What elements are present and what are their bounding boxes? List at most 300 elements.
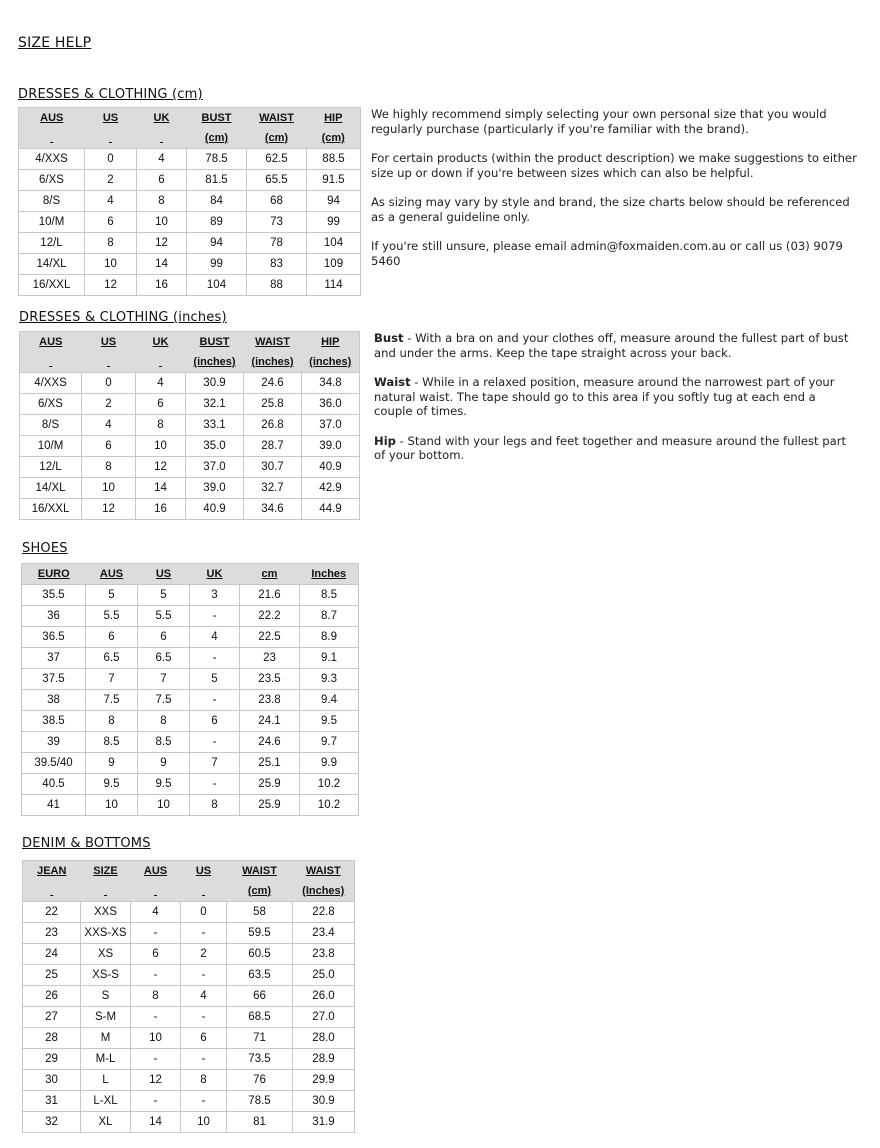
table-cell: 2 bbox=[85, 170, 137, 191]
table-row bbox=[19, 254, 361, 275]
table-cell: - bbox=[190, 774, 240, 795]
table-cell: 10.2 bbox=[300, 795, 359, 816]
table-cell: - bbox=[181, 1091, 227, 1112]
table-cell: - bbox=[190, 690, 240, 711]
table-cell: 8 bbox=[136, 415, 186, 436]
waist-text: - While in a relaxed position, measure around the narrowest part of your natural waist. The tape should go to this area if you softly tug at each end a couple of times. bbox=[374, 375, 835, 418]
table-cell: XXS-XS bbox=[81, 923, 131, 944]
column-header: Inches bbox=[300, 564, 359, 585]
table-cell: 36.0 bbox=[302, 394, 360, 415]
table-cell: 12 bbox=[136, 457, 186, 478]
column-header bbox=[227, 861, 293, 902]
table-cell: XS-S bbox=[81, 965, 131, 986]
denim-table bbox=[22, 860, 355, 1133]
table-cell: S-M bbox=[81, 1007, 131, 1028]
table-row bbox=[23, 1070, 355, 1091]
table-cell: 0 bbox=[181, 902, 227, 923]
waist-term: Waist bbox=[374, 375, 411, 389]
table-cell: - bbox=[190, 732, 240, 753]
table-cell: 8/S bbox=[20, 415, 82, 436]
table-row bbox=[22, 585, 359, 606]
table-cell: 91.5 bbox=[307, 170, 361, 191]
table-cell: - bbox=[190, 606, 240, 627]
header-row bbox=[22, 564, 359, 585]
table-cell: 6 bbox=[138, 627, 190, 648]
table-cell: 39.0 bbox=[186, 478, 244, 499]
table-cell: 24.6 bbox=[240, 732, 300, 753]
column-header-unit: (cm) bbox=[247, 885, 272, 897]
table-cell: 6 bbox=[85, 212, 137, 233]
table-cell: 4 bbox=[190, 627, 240, 648]
table-cell: 37.0 bbox=[186, 457, 244, 478]
table-cell: 7 bbox=[138, 669, 190, 690]
column-header bbox=[81, 861, 131, 902]
table-cell: 9.3 bbox=[300, 669, 359, 690]
table-cell: 30.9 bbox=[293, 1091, 355, 1112]
table-cell: 73 bbox=[247, 212, 307, 233]
column-header bbox=[82, 332, 136, 373]
table-cell: 58 bbox=[227, 902, 293, 923]
table-cell: 10 bbox=[86, 795, 138, 816]
table-cell: 34.6 bbox=[244, 499, 302, 520]
table-cell: 38 bbox=[22, 690, 86, 711]
guidance-paragraph: We highly recommend simply selecting your own personal size that you would regularly purchase (particularly if you're familiar with the brand). bbox=[371, 107, 827, 136]
column-header bbox=[302, 332, 360, 373]
table-cell: 94 bbox=[187, 233, 247, 254]
table-cell: 4 bbox=[82, 415, 136, 436]
table-row bbox=[23, 1091, 355, 1112]
table-row bbox=[23, 902, 355, 923]
column-header-label: WAIST bbox=[305, 865, 341, 877]
table-cell: 8 bbox=[86, 711, 138, 732]
table-cell: 7 bbox=[190, 753, 240, 774]
header-row bbox=[20, 332, 360, 373]
table-cell: 38.5 bbox=[22, 711, 86, 732]
table-cell: 4/XXS bbox=[20, 373, 82, 394]
table-cell: 2 bbox=[181, 944, 227, 965]
table-cell: 25.1 bbox=[240, 753, 300, 774]
table-cell: 9.1 bbox=[300, 648, 359, 669]
column-header bbox=[131, 861, 181, 902]
guidance-paragraph: If you're still unsure, please email admin@foxmaiden.com.au or call us (03) 9079 5460 bbox=[371, 239, 843, 268]
table-cell: 81 bbox=[227, 1112, 293, 1133]
column-header-label: AUS bbox=[39, 336, 63, 348]
table-cell: 94 bbox=[307, 191, 361, 212]
clothing-inches-title: DRESSES & CLOTHING (inches) bbox=[19, 310, 227, 325]
table-cell: 22 bbox=[23, 902, 81, 923]
table-cell: 25.9 bbox=[240, 795, 300, 816]
guidance-paragraph: As sizing may vary by style and brand, the size charts below should be referenced as a general guideline only. bbox=[371, 195, 850, 224]
table-row bbox=[20, 415, 360, 436]
table-cell: 37.5 bbox=[22, 669, 86, 690]
table-row bbox=[22, 795, 359, 816]
table-row bbox=[19, 191, 361, 212]
table-cell: 28.9 bbox=[293, 1049, 355, 1070]
table-cell: 25.9 bbox=[240, 774, 300, 795]
table-cell: 25.0 bbox=[293, 965, 355, 986]
table-cell: 37 bbox=[22, 648, 86, 669]
table-cell: - bbox=[131, 965, 181, 986]
table-cell: 30 bbox=[23, 1070, 81, 1091]
table-cell: 21.6 bbox=[240, 585, 300, 606]
table-row bbox=[23, 1112, 355, 1133]
column-header-unit: (cm) bbox=[321, 132, 345, 144]
table-row bbox=[22, 732, 359, 753]
column-header-unit: (Inches) bbox=[302, 885, 345, 897]
table-cell: 28.0 bbox=[293, 1028, 355, 1049]
table-row bbox=[19, 170, 361, 191]
table-cell: 16 bbox=[137, 275, 187, 296]
table-cell: 10 bbox=[181, 1112, 227, 1133]
table-cell: 12 bbox=[82, 499, 136, 520]
table-cell: 36 bbox=[22, 606, 86, 627]
table-row bbox=[20, 457, 360, 478]
column-header-unit: (inches) bbox=[251, 356, 294, 368]
table-cell: 9.4 bbox=[300, 690, 359, 711]
table-cell: - bbox=[181, 1049, 227, 1070]
table-cell: 6 bbox=[131, 944, 181, 965]
table-cell: 27 bbox=[23, 1007, 81, 1028]
table-row bbox=[20, 478, 360, 499]
table-cell: 12/L bbox=[19, 233, 85, 254]
table-cell: 35.5 bbox=[22, 585, 86, 606]
hip-guide bbox=[374, 434, 854, 463]
table-cell: 8 bbox=[181, 1070, 227, 1091]
table-cell: 28.7 bbox=[244, 436, 302, 457]
shoes-table bbox=[21, 563, 359, 816]
table-cell: 32 bbox=[23, 1112, 81, 1133]
table-cell: - bbox=[181, 965, 227, 986]
column-header bbox=[244, 332, 302, 373]
waist-guide bbox=[374, 375, 854, 419]
table-cell: 10 bbox=[138, 795, 190, 816]
table-cell: 4 bbox=[137, 149, 187, 170]
table-cell: 10 bbox=[85, 254, 137, 275]
column-header-label: SIZE bbox=[93, 865, 118, 877]
table-cell: 23.4 bbox=[293, 923, 355, 944]
table-cell: 104 bbox=[187, 275, 247, 296]
table-row bbox=[19, 233, 361, 254]
table-row bbox=[19, 212, 361, 233]
table-cell: 16/XXL bbox=[20, 499, 82, 520]
table-cell: 78.5 bbox=[187, 149, 247, 170]
guidance-paragraph: For certain products (within the product description) we make suggestions to either size up or down if you're between sizes which can also be helpful. bbox=[371, 151, 857, 180]
column-header bbox=[181, 861, 227, 902]
table-cell: 40.9 bbox=[186, 499, 244, 520]
table-cell: 35.0 bbox=[186, 436, 244, 457]
table-cell: 78.5 bbox=[227, 1091, 293, 1112]
table-cell: 34.8 bbox=[302, 373, 360, 394]
table-cell: 8 bbox=[82, 457, 136, 478]
table-cell: 31 bbox=[23, 1091, 81, 1112]
table-cell: 10 bbox=[82, 478, 136, 499]
table-cell: 22.2 bbox=[240, 606, 300, 627]
column-header-label: UK bbox=[152, 336, 169, 348]
column-header bbox=[136, 332, 186, 373]
table-cell: 88.5 bbox=[307, 149, 361, 170]
table-cell: 30.7 bbox=[244, 457, 302, 478]
table-cell: - bbox=[131, 1007, 181, 1028]
clothing-cm-title: DRESSES & CLOTHING (cm) bbox=[18, 87, 203, 102]
table-cell: 7.5 bbox=[86, 690, 138, 711]
denim-title: DENIM & BOTTOMS bbox=[22, 836, 151, 851]
table-cell: 30.9 bbox=[186, 373, 244, 394]
table-cell: 32.7 bbox=[244, 478, 302, 499]
clothing-cm-table bbox=[18, 107, 361, 296]
table-cell: 4 bbox=[136, 373, 186, 394]
column-header-unit bbox=[82, 352, 136, 372]
table-cell: 10.2 bbox=[300, 774, 359, 795]
column-header-unit: (cm) bbox=[204, 132, 229, 144]
table-cell: 5 bbox=[190, 669, 240, 690]
table-cell: 71 bbox=[227, 1028, 293, 1049]
table-cell: 39.0 bbox=[302, 436, 360, 457]
table-row bbox=[23, 1028, 355, 1049]
column-header bbox=[137, 108, 187, 149]
table-cell: 6 bbox=[181, 1028, 227, 1049]
column-header-label: WAIST bbox=[255, 336, 290, 348]
table-cell: 8.7 bbox=[300, 606, 359, 627]
table-cell: 29 bbox=[23, 1049, 81, 1070]
table-cell: 14 bbox=[136, 478, 186, 499]
table-cell: 14 bbox=[137, 254, 187, 275]
bust-term: Bust bbox=[374, 331, 404, 345]
table-cell: 84 bbox=[187, 191, 247, 212]
column-header-unit bbox=[181, 881, 227, 901]
table-cell: 23.5 bbox=[240, 669, 300, 690]
column-header-label: AUS bbox=[143, 865, 168, 877]
table-cell: 9.5 bbox=[300, 711, 359, 732]
table-cell: 23 bbox=[240, 648, 300, 669]
table-row bbox=[19, 149, 361, 170]
table-cell: 5.5 bbox=[138, 606, 190, 627]
guidance-text bbox=[371, 107, 866, 268]
column-header-unit bbox=[81, 881, 131, 901]
column-header-unit bbox=[136, 352, 186, 372]
table-cell: 10/M bbox=[19, 212, 85, 233]
table-cell: 25.8 bbox=[244, 394, 302, 415]
table-cell: - bbox=[131, 923, 181, 944]
table-cell: 10 bbox=[136, 436, 186, 457]
table-cell: 22.8 bbox=[293, 902, 355, 923]
table-cell: 4 bbox=[85, 191, 137, 212]
table-cell: 16 bbox=[136, 499, 186, 520]
column-header-label: US bbox=[102, 112, 119, 124]
table-cell: 59.5 bbox=[227, 923, 293, 944]
table-cell: XL bbox=[81, 1112, 131, 1133]
bust-guide bbox=[374, 331, 854, 360]
table-cell: 23 bbox=[23, 923, 81, 944]
table-cell: 8 bbox=[131, 986, 181, 1007]
table-cell: 6 bbox=[137, 170, 187, 191]
column-header-unit bbox=[131, 881, 181, 901]
column-header-unit: (inches) bbox=[309, 356, 352, 368]
table-cell: 37.0 bbox=[302, 415, 360, 436]
column-header: EURO bbox=[22, 564, 86, 585]
table-cell: 65.5 bbox=[247, 170, 307, 191]
table-cell: 104 bbox=[307, 233, 361, 254]
column-header-label: JEAN bbox=[37, 865, 67, 877]
table-cell: - bbox=[131, 1049, 181, 1070]
column-header bbox=[23, 861, 81, 902]
table-cell: 6.5 bbox=[138, 648, 190, 669]
table-row bbox=[22, 648, 359, 669]
table-cell: 6 bbox=[136, 394, 186, 415]
column-header bbox=[293, 861, 355, 902]
table-cell: 6 bbox=[82, 436, 136, 457]
shoes-title: SHOES bbox=[22, 541, 68, 556]
table-cell: 5.5 bbox=[86, 606, 138, 627]
table-cell: 26.8 bbox=[244, 415, 302, 436]
table-cell: 114 bbox=[307, 275, 361, 296]
table-row bbox=[22, 711, 359, 732]
table-cell: 2 bbox=[82, 394, 136, 415]
column-header-label: BUST bbox=[199, 336, 230, 348]
table-cell: 9.9 bbox=[300, 753, 359, 774]
column-header bbox=[19, 108, 85, 149]
table-cell: XXS bbox=[81, 902, 131, 923]
table-cell: 6 bbox=[86, 627, 138, 648]
column-header-unit bbox=[137, 128, 187, 148]
table-cell: 16/XXL bbox=[19, 275, 85, 296]
column-header bbox=[85, 108, 137, 149]
table-cell: L bbox=[81, 1070, 131, 1091]
column-header-label: WAIST bbox=[242, 865, 277, 877]
table-cell: 8 bbox=[138, 711, 190, 732]
column-header-label: AUS bbox=[40, 112, 64, 124]
table-cell: 23.8 bbox=[293, 944, 355, 965]
hip-text: - Stand with your legs and feet together and measure around the fullest part of your bottom. bbox=[374, 433, 847, 462]
column-header-unit: (inches) bbox=[193, 356, 236, 368]
table-cell: 40.9 bbox=[302, 457, 360, 478]
table-cell: 10/M bbox=[20, 436, 82, 457]
table-row bbox=[23, 965, 355, 986]
table-row bbox=[23, 986, 355, 1007]
table-cell: - bbox=[181, 923, 227, 944]
table-cell: 39 bbox=[22, 732, 86, 753]
table-cell: 6/XS bbox=[20, 394, 82, 415]
table-cell: 6 bbox=[190, 711, 240, 732]
table-cell: 24.1 bbox=[240, 711, 300, 732]
column-header: US bbox=[138, 564, 190, 585]
table-row bbox=[22, 669, 359, 690]
table-cell: 76 bbox=[227, 1070, 293, 1091]
table-cell: 14/XL bbox=[20, 478, 82, 499]
table-cell: 12 bbox=[131, 1070, 181, 1091]
table-cell: 8.5 bbox=[300, 585, 359, 606]
column-header bbox=[186, 332, 244, 373]
table-cell: 9 bbox=[86, 753, 138, 774]
table-cell: 0 bbox=[82, 373, 136, 394]
table-cell: 6/XS bbox=[19, 170, 85, 191]
column-header-label: HIP bbox=[321, 336, 340, 348]
table-cell: 99 bbox=[187, 254, 247, 275]
table-cell: 8.5 bbox=[138, 732, 190, 753]
table-cell: 8.9 bbox=[300, 627, 359, 648]
table-cell: 24 bbox=[23, 944, 81, 965]
table-cell: 10 bbox=[137, 212, 187, 233]
table-cell: 73.5 bbox=[227, 1049, 293, 1070]
table-cell: - bbox=[190, 648, 240, 669]
table-cell: 68.5 bbox=[227, 1007, 293, 1028]
table-cell: 42.9 bbox=[302, 478, 360, 499]
table-cell: 8 bbox=[137, 191, 187, 212]
clothing-inches-table bbox=[19, 331, 360, 520]
table-cell: S bbox=[81, 986, 131, 1007]
measuring-guide bbox=[374, 331, 854, 463]
table-cell: 3 bbox=[190, 585, 240, 606]
table-cell: 9.7 bbox=[300, 732, 359, 753]
column-header: UK bbox=[190, 564, 240, 585]
table-row bbox=[22, 774, 359, 795]
table-cell: 25 bbox=[23, 965, 81, 986]
table-cell: 81.5 bbox=[187, 170, 247, 191]
table-cell: XS bbox=[81, 944, 131, 965]
table-cell: 83 bbox=[247, 254, 307, 275]
column-header-label: HIP bbox=[324, 112, 343, 124]
table-cell: 62.5 bbox=[247, 149, 307, 170]
column-header-unit bbox=[85, 128, 137, 148]
table-cell: 44.9 bbox=[302, 499, 360, 520]
table-cell: 88 bbox=[247, 275, 307, 296]
column-header-label: UK bbox=[153, 112, 170, 124]
table-cell: 8.5 bbox=[86, 732, 138, 753]
table-row bbox=[23, 944, 355, 965]
table-cell: 68 bbox=[247, 191, 307, 212]
table-row bbox=[23, 923, 355, 944]
table-cell: 109 bbox=[307, 254, 361, 275]
bust-text: - With a bra on and your clothes off, measure around the fullest part of bust and under the arms. Keep the tape straight across your back. bbox=[374, 331, 849, 360]
column-header bbox=[307, 108, 361, 149]
table-cell: 24.6 bbox=[244, 373, 302, 394]
table-cell: 23.8 bbox=[240, 690, 300, 711]
table-cell: 40.5 bbox=[22, 774, 86, 795]
hip-term: Hip bbox=[374, 433, 396, 448]
table-row bbox=[20, 436, 360, 457]
table-cell: 41 bbox=[22, 795, 86, 816]
table-cell: 12 bbox=[137, 233, 187, 254]
table-cell: 29.9 bbox=[293, 1070, 355, 1091]
table-row bbox=[22, 606, 359, 627]
table-cell: 14/XL bbox=[19, 254, 85, 275]
table-cell: 5 bbox=[86, 585, 138, 606]
table-row bbox=[19, 275, 361, 296]
table-cell: 4/XXS bbox=[19, 149, 85, 170]
column-header-unit bbox=[23, 881, 81, 901]
table-row bbox=[20, 373, 360, 394]
table-cell: 31.9 bbox=[293, 1112, 355, 1133]
table-cell: 8/S bbox=[19, 191, 85, 212]
column-header: AUS bbox=[86, 564, 138, 585]
table-cell: 89 bbox=[187, 212, 247, 233]
table-cell: 9 bbox=[138, 753, 190, 774]
table-cell: - bbox=[181, 1007, 227, 1028]
column-header bbox=[20, 332, 82, 373]
table-cell: 12/L bbox=[20, 457, 82, 478]
table-cell: 4 bbox=[131, 902, 181, 923]
table-row bbox=[20, 394, 360, 415]
column-header-unit bbox=[20, 352, 82, 372]
column-header: cm bbox=[240, 564, 300, 585]
table-cell: 8 bbox=[190, 795, 240, 816]
table-cell: 14 bbox=[131, 1112, 181, 1133]
column-header bbox=[247, 108, 307, 149]
table-cell: 9.5 bbox=[86, 774, 138, 795]
table-cell: 7 bbox=[86, 669, 138, 690]
table-cell: M-L bbox=[81, 1049, 131, 1070]
table-cell: 39.5/40 bbox=[22, 753, 86, 774]
table-cell: 66 bbox=[227, 986, 293, 1007]
